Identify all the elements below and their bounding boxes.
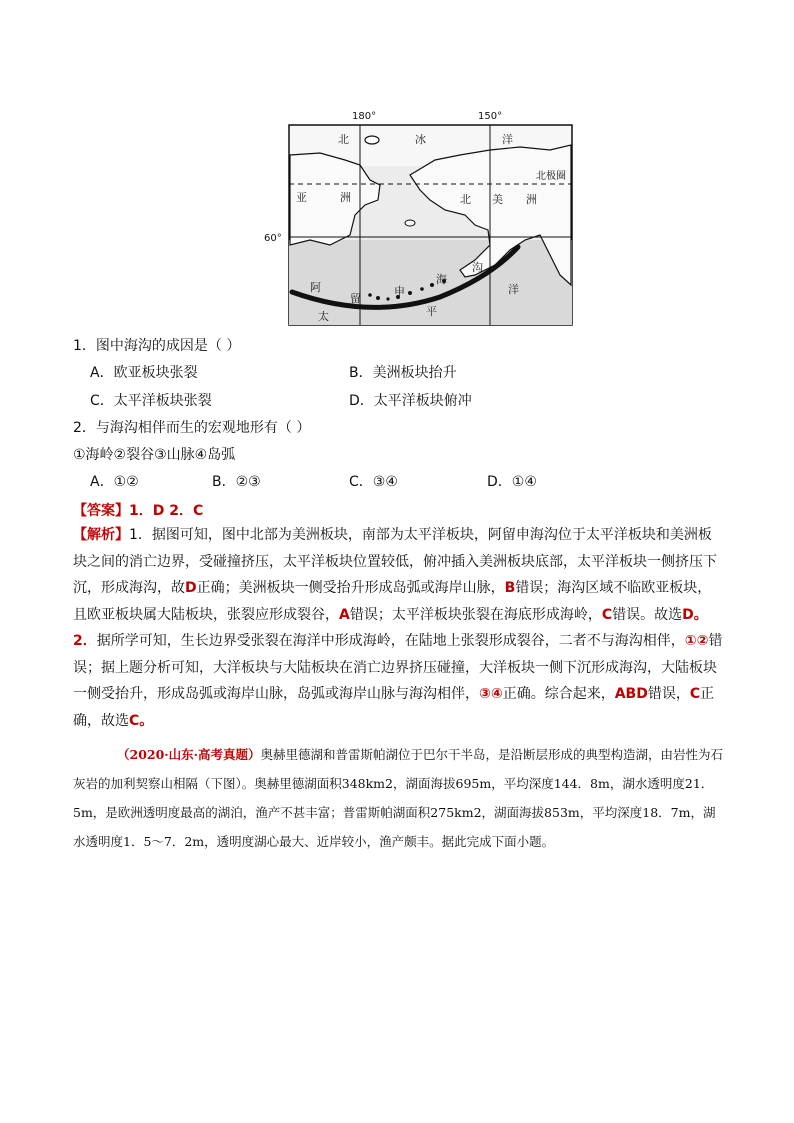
lon-180-label: 180° <box>352 111 377 122</box>
svg-text:洲: 洲 <box>340 191 351 204</box>
analysis-tag: 【解析】 <box>73 527 129 543</box>
aleutian-trench-map <box>260 105 580 330</box>
svg-text:亚: 亚 <box>296 191 307 204</box>
passage-source: （2020·山东·高考真题） <box>117 747 261 762</box>
svg-text:平: 平 <box>426 305 437 318</box>
svg-text:北: 北 <box>338 133 349 146</box>
lon-150-label: 150° <box>478 111 503 122</box>
analysis-block: 【解析】1．据图可知，图中北部为美洲板块，南部为太平洋板块，阿留申海沟位于太平洋板块和美洲板块之间的消亡边界，受碰撞挤压，太平洋板块位置较低，俯冲插入美洲板块底部，太平洋板块一侧挤压下沉，形成海沟，故D正确；美洲板块一侧受抬升形成岛弧或海岸山脉，B错误；海沟区域不临欧亚板块，且欧亚板块属大陆板块，张裂应形成裂谷，A错误；太平洋板块张裂在海底形成海岭，C错误。故选D。 2．据所学可知，生长边界受张裂在海洋中形成海岭，在陆地上张裂形成裂谷，二者不与海沟相伴，①②错误；据上题分析可知，大洋板块与大陆板块在消亡边界挤压碰撞，大洋板块一侧下沉形成海沟，大陆板块一侧受抬升，形成岛弧或海岸山脉，岛弧或海岸山脉与海沟相伴，③④正确。综合起来，ABD错误，C正确，故选C。 <box>73 527 723 729</box>
q1-option-c: C．太平洋板块张裂 <box>90 393 212 409</box>
lat-60-label: 60° <box>264 233 282 244</box>
answer-line: 【答案】1．D 2．C <box>73 503 204 519</box>
svg-text:阿: 阿 <box>310 281 321 294</box>
svg-text:留: 留 <box>350 292 361 305</box>
q2-option-c: C．③④ <box>349 474 398 490</box>
svg-text:申: 申 <box>394 285 405 298</box>
svg-text:北: 北 <box>460 193 471 206</box>
svg-text:沟: 沟 <box>472 261 483 274</box>
svg-text:美: 美 <box>492 193 503 206</box>
q2-option-d: D．①④ <box>487 474 537 490</box>
passage-text: 奥赫里德湖和普雷斯帕湖位于巴尔干半岛，是沿断层形成的典型构造湖，由岩性为石灰岩的加利契察山相隔（下图）。奥赫里德湖面积348km2，湖面海拔695m，平均深度144．8m，湖水透明度21．5m，是欧洲透明度最高的湖泊，渔产不甚丰富；普雷斯帕湖面积275km2，湖面海拔853m，平均深度18．7m，湖水透明度1．5～7．2m，透明度湖心最大、近岸较小，渔产颇丰。据此完成下面小题。 <box>73 747 724 849</box>
q1-option-b: B．美洲板块抬升 <box>349 365 457 381</box>
q2-items: ①海岭②裂谷③山脉④岛弧 <box>73 447 236 463</box>
svg-text:洋: 洋 <box>508 283 519 296</box>
q1-option-a: A．欧亚板块张裂 <box>90 365 198 381</box>
q1-stem: 1．图中海沟的成因是（ ） <box>73 338 241 354</box>
q2-option-a: A．①② <box>90 474 139 490</box>
svg-text:海: 海 <box>436 273 447 286</box>
svg-text:冰: 冰 <box>415 133 426 146</box>
passage <box>73 740 723 856</box>
q1-option-d: D．太平洋板块俯冲 <box>349 393 472 409</box>
svg-text:太: 太 <box>318 310 329 323</box>
svg-text:洲: 洲 <box>526 193 537 206</box>
q2-stem: 2．与海沟相伴而生的宏观地形有（ ） <box>73 420 311 436</box>
map-svg <box>260 105 580 330</box>
arctic-circle-label: 北极圈 <box>536 171 566 182</box>
svg-text:洋: 洋 <box>502 133 513 146</box>
q2-option-b: B．②③ <box>212 474 261 490</box>
